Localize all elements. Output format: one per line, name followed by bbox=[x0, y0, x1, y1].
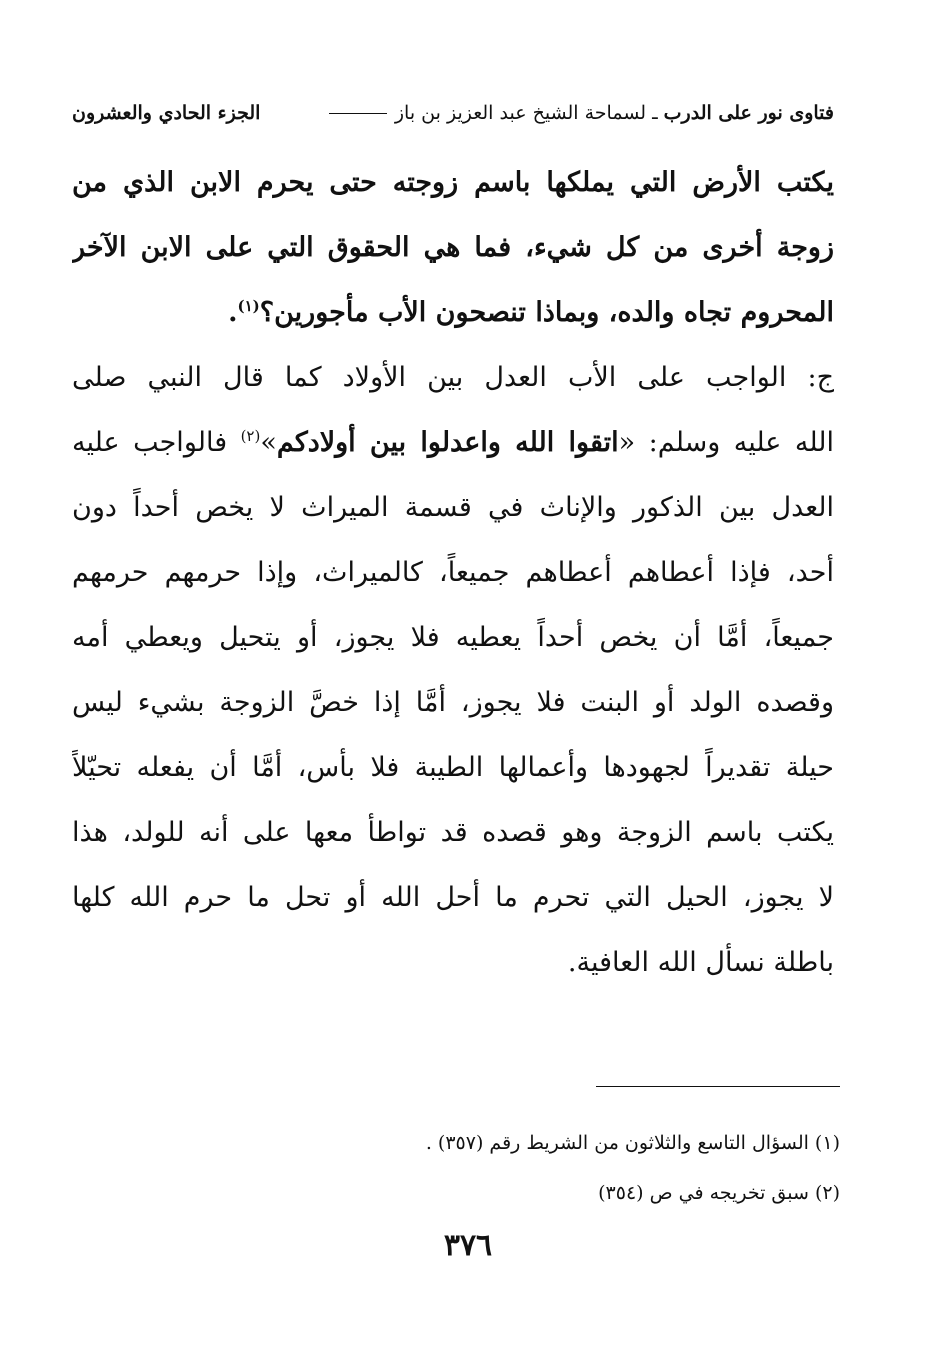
answer-line-7: حيلة تقديراً لجهودها وأعمالها الطيبة فلا بأس، أمَّا أن يفعله تحيّلاً bbox=[72, 752, 834, 783]
answer-line-4: أحد، فإذا أعطاهم أعطاهم جميعاً، كالميراث، وإذا حرمهم حرمهم bbox=[72, 557, 834, 588]
question-end-mark: . bbox=[228, 297, 238, 328]
footnote-1: (١) السؤال التاسع والثلاثون من الشريط رقم (٣٥٧) . bbox=[425, 1132, 840, 1154]
question-footnote-ref: (١) bbox=[237, 297, 260, 315]
answer-line-1: ج: الواجب على الأب العدل بين الأولاد كما قال النبي صلى bbox=[72, 362, 834, 393]
question-line-1: يكتب الأرض التي يملكها باسم زوجته حتى يحرم الابن الذي من bbox=[72, 167, 834, 198]
answer-line-2-close: » bbox=[260, 427, 277, 458]
answer-line-6: وقصده الولد أو البنت فلا يجوز، أمَّا إذا خصَّ الزوجة بشيء ليس bbox=[72, 687, 834, 718]
footnotes bbox=[240, 1118, 840, 1218]
answer-line-2-pre: الله عليه وسلم: « bbox=[618, 427, 834, 458]
header-author: لسماحة الشيخ عبد العزيز بن باز bbox=[394, 102, 647, 124]
header-volume: الجزء الحادي والعشرون bbox=[72, 102, 261, 124]
answer-line-5: جميعاً، أمَّا أن يخص أحداً يعطيه فلا يجوز، أو يتحيل ويعطي أمه bbox=[72, 622, 834, 653]
question-line-3-text: المحروم تجاه والده، وبماذا تنصحون الأب مأجورين؟ bbox=[259, 297, 834, 328]
footnote-divider bbox=[596, 1086, 840, 1087]
header-book-info bbox=[321, 102, 834, 124]
footnote-2: (٢) سبق تخريجه في ص (٣٥٤) bbox=[598, 1182, 840, 1204]
page-number: ٣٧٦ bbox=[443, 1228, 493, 1263]
hadith-quote: اتقوا الله واعدلوا بين أولادكم bbox=[276, 427, 619, 458]
answer-line-8: يكتب باسم الزوجة وهو قصده قد تواطأ معها على أنه للولد، هذا bbox=[72, 817, 834, 848]
header-volume-info bbox=[72, 102, 260, 124]
header-book-title: فتاوى نور على الدرب bbox=[663, 102, 834, 124]
answer-line-3: العدل بين الذكور والإناث في قسمة الميراث لا يخص أحداً دون bbox=[72, 492, 834, 523]
header-separator: ـ bbox=[652, 102, 658, 124]
answer-line-10: باطلة نسأل الله العافية. bbox=[567, 947, 834, 978]
answer-line-2-post: فالواجب عليه bbox=[72, 427, 228, 458]
question-line-3 bbox=[72, 280, 834, 345]
answer-line-9: لا يجوز، الحيل التي تحرم ما أحل الله أو تحل ما حرم الله كلها bbox=[72, 882, 834, 913]
running-header bbox=[72, 96, 834, 130]
main-text bbox=[72, 150, 834, 995]
header-rule bbox=[329, 113, 387, 114]
answer-line-2 bbox=[72, 410, 834, 475]
hadith-footnote-ref: (٢) bbox=[240, 427, 261, 445]
question-line-2: زوجة أخرى من كل شيء، فما هي الحقوق التي على الابن الآخر bbox=[72, 232, 834, 263]
